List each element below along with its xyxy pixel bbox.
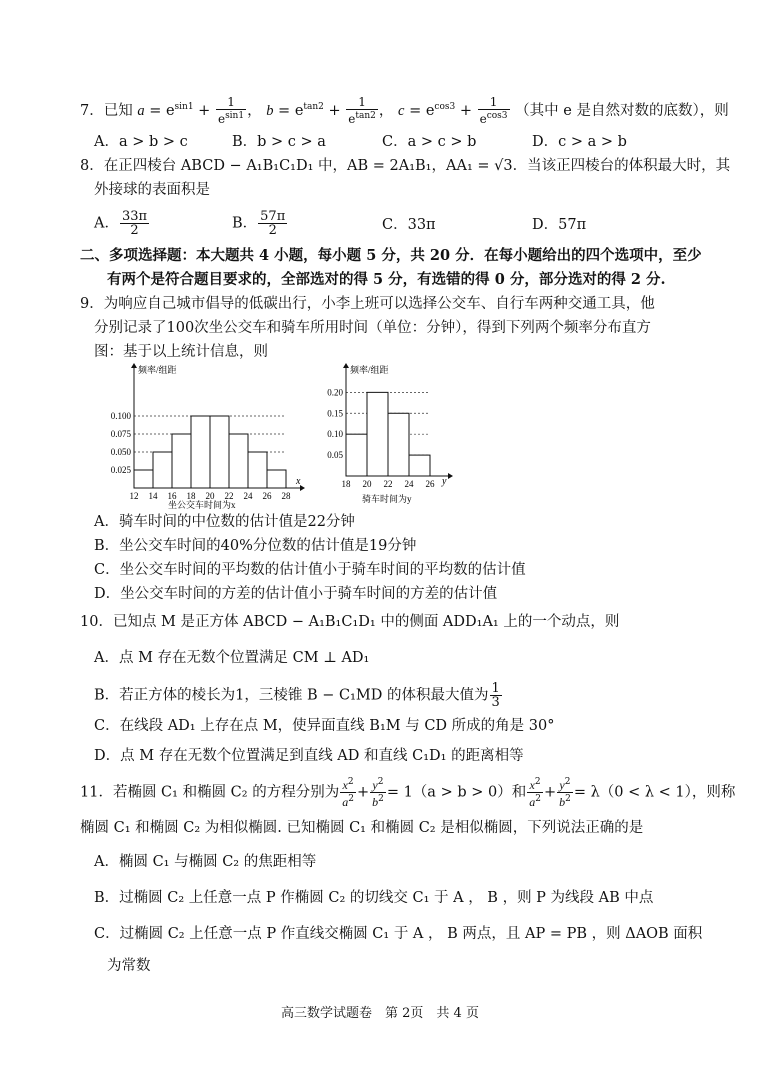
c1-bar	[134, 470, 153, 488]
q11-line2: 椭圆 C₁ 和椭圆 C₂ 为相似椭圆. 已知椭圆 C₁ 和椭圆 C₂ 是相似椭圆，下列说法正确的是	[80, 820, 644, 836]
q8-option-a: A． $\frac{33\pi}{2}$	[94, 209, 148, 238]
q7-stem: 7．已知 $a = e^{sin1}$ + $\frac{1}{e^{sin1}}$ ， $b = e^{tan2}$ + $\frac{1}{e^{tan2}}$ ， $c = e^{cos3}$ + $\frac{1}{e^{cos3}}$ （其中 e 是自然对数的底数），则	[80, 95, 729, 126]
c1-bar	[248, 452, 267, 488]
q11-option-c-line2: 为常数	[107, 958, 151, 974]
q8-line2: 外接球的表面积是	[94, 182, 210, 198]
q9-option-d: D．坐公交车时间的方差的估计值小于骑车时间的方差的估计值	[94, 586, 498, 602]
c2-xtick-label: 22	[383, 479, 393, 489]
q8-option-d: D．57π	[532, 217, 587, 233]
c2-ytick-label: 0.10	[327, 429, 343, 440]
c1-ytick-label: 0.050	[110, 447, 131, 457]
c1-bar	[267, 470, 286, 488]
c1-xtick-label: 26	[262, 491, 272, 501]
bus-histogram-axis-symbol: x	[296, 476, 301, 487]
q7-option-c: C．a > c > b	[382, 134, 477, 150]
c2-bar	[388, 413, 409, 476]
c1-bar	[210, 416, 229, 488]
q10-option-c: C．在线段 AD₁ 上存在点 M，使异面直线 B₁M 与 CD 所成的角是 30°	[94, 718, 555, 734]
bike-histogram-axis-symbol: y	[442, 476, 447, 487]
q11-stem: 11．若椭圆 C₁ 和椭圆 C₂ 的方程分别为 $\frac{x^2}{a^2}$ + $\frac{y^2}{b^2}$ = 1（a > b > 0）和 $\frac{x^2}{a^2}$ + $\frac{y^2}{b^2}$ = λ（0 < λ < 1），则称	[80, 777, 736, 809]
section2-heading-line2: 有两个是符合题目要求的，全部选对的得 5 分，有选错的得 0 分，部分选对的得 2 分.	[107, 271, 666, 288]
c2-ytick-label: 0.20	[327, 387, 343, 398]
q10-stem: 10．已知点 M 是正方体 ABCD − A₁B₁C₁D₁ 中的侧面 ADD₁A₁ 上的一个动点，则	[80, 614, 620, 630]
c2-xtick-label: 24	[404, 479, 414, 489]
q11-option-c-line1: C．过椭圆 C₂ 上任意一点 P 作直线交椭圆 C₁ 于 A ， B 两点，且 AP = PB ，则 ΔAOB 面积	[94, 926, 703, 942]
c2-ytick-label: 0.05	[327, 450, 343, 461]
c1-bar	[191, 416, 210, 488]
c1-ytick-label: 0.075	[110, 429, 131, 439]
bus-time-histogram	[100, 362, 310, 510]
c1-bar	[153, 452, 172, 488]
q10-option-a: A．点 M 存在无数个位置满足 CM ⊥ AD₁	[94, 650, 370, 666]
q7-formula-a: $a = e^{sin1}$ + $\frac{1}{e^{sin1}}$	[137, 95, 245, 126]
c1-xtick-label: 28	[281, 491, 291, 501]
q7-formula-c: $c = e^{cos3}$ + $\frac{1}{e^{cos3}}$	[398, 95, 508, 126]
c2-xtick-label: 26	[425, 479, 435, 489]
q9-option-b: B．坐公交车时间的40%分位数的估计值是19分钟	[94, 538, 417, 554]
c1-xtick-label: 16	[167, 491, 177, 501]
q9-option-a: A．骑车时间的中位数的估计值是22分钟	[94, 514, 355, 530]
c1-bar	[229, 434, 248, 488]
q8-option-b: B． $\frac{57\pi}{2}$	[232, 209, 286, 238]
c1-xtick-label: 12	[129, 491, 139, 501]
c2-xtick-label: 20	[362, 479, 372, 489]
q10-option-b: B．若正方体的棱长为1，三棱锥 B − C₁MD 的体积最大值为 $\frac{1}{3}$	[94, 681, 500, 710]
q7-formula-b: $b = e^{tan2}$ + $\frac{1}{e^{tan2}}$	[266, 95, 376, 126]
q10-option-d: D．点 M 存在无数个位置满足到直线 AD 和直线 C₁D₁ 的距离相等	[94, 748, 524, 764]
section2-heading-line1: 二、多项选择题：本大题共 4 小题，每小题 5 分，共 20 分．在每小题给出的四个选项中，至少	[80, 247, 702, 264]
bike-histogram-ylabel: 频率/组距	[350, 365, 389, 375]
c1-ytick-label: 0.025	[110, 465, 131, 475]
c1-xtick-label: 18	[186, 491, 196, 501]
q8-line1: 8．在正四棱台 ABCD − A₁B₁C₁D₁ 中，AB = 2A₁B₁，AA₁ = √3．当该正四棱台的体积最大时，其	[80, 158, 731, 174]
page-footer: 高三数学试题卷 第 2页 共 4 页	[281, 1006, 479, 1021]
c1-xtick-label: 20	[205, 491, 215, 501]
q7-lead: 已知	[103, 103, 133, 119]
c1-bar	[172, 434, 191, 488]
bike-histogram-xlabel: 骑车时间为y	[362, 494, 412, 504]
c2-ytick-label: 0.15	[327, 408, 343, 419]
bus-histogram-xlabel: 坐公交车时间为x	[168, 500, 236, 510]
bus-histogram-ylabel: 频率/组距	[138, 365, 177, 375]
q7-tail: （其中 e 是自然对数的底数），则	[515, 103, 729, 119]
bike-time-histogram	[318, 362, 458, 510]
q8-option-c: C．33π	[382, 217, 436, 233]
c2-bar	[409, 455, 430, 476]
q9-line2: 分别记录了100次坐公交车和骑车所用时间（单位：分钟），得到下列两个频率分布直方	[94, 320, 651, 336]
q7-option-a: A．a > b > c	[94, 134, 188, 150]
c1-xtick-label: 24	[243, 491, 253, 501]
q11-option-a: A．椭圆 C₁ 与椭圆 C₂ 的焦距相等	[94, 854, 317, 870]
q9-line1: 9．为响应自己城市倡导的低碳出行，小李上班可以选择公交车、自行车两种交通工具，他	[80, 296, 655, 312]
q9-line3: 图：基于以上统计信息，则	[94, 344, 268, 360]
c1-xtick-label: 14	[148, 491, 158, 501]
c2-xtick-label: 18	[341, 479, 351, 489]
c1-ytick-label: 0.100	[110, 411, 131, 421]
q7-option-b: B．b > c > a	[232, 134, 326, 150]
q7-option-d: D．c > a > b	[532, 134, 627, 150]
c2-bar	[367, 392, 388, 476]
q9-option-c: C．坐公交车时间的平均数的估计值小于骑车时间的平均数的估计值	[94, 562, 526, 578]
q7-number: 7．	[80, 103, 104, 119]
c1-xtick-label: 22	[224, 491, 234, 501]
q11-option-b: B．过椭圆 C₂ 上任意一点 P 作椭圆 C₂ 的切线交 C₁ 于 A ， B ，则 P 为线段 AB 中点	[94, 890, 654, 906]
c2-bar	[346, 434, 367, 476]
